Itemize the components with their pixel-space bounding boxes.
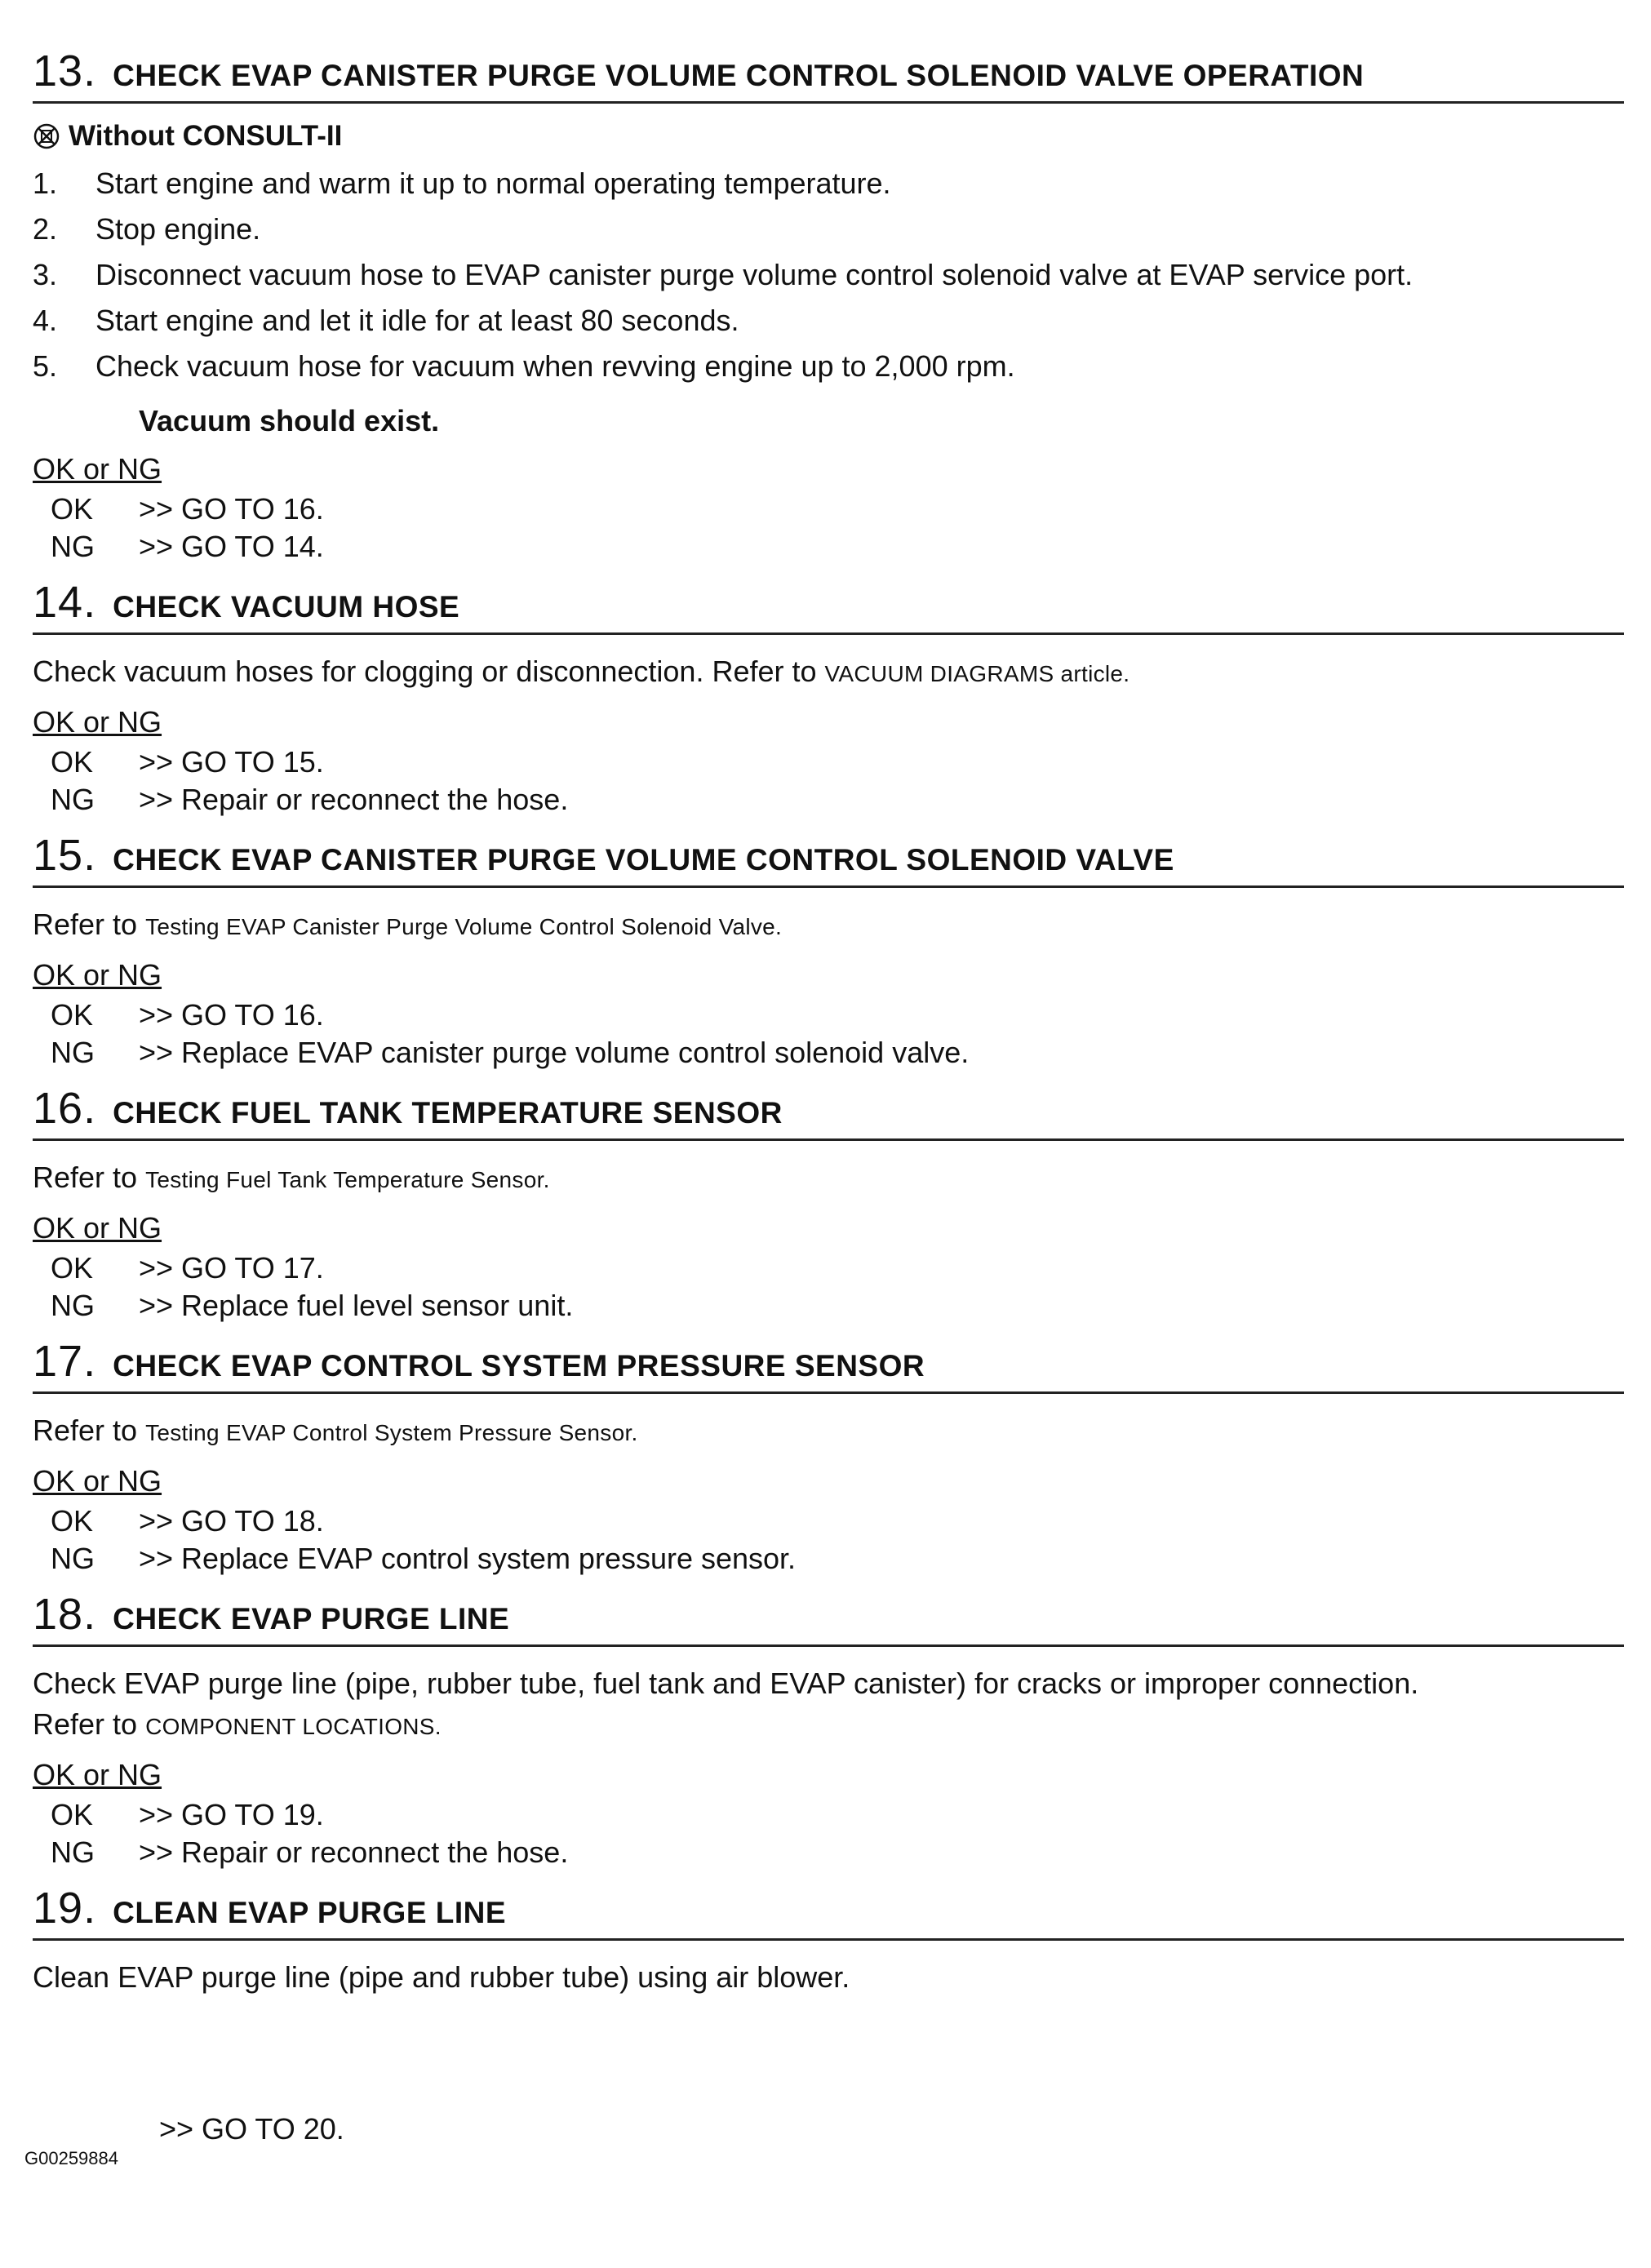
step-16-ng-result: NG >> Replace fuel level sensor unit. (51, 1289, 574, 1322)
step-17-okng-label: OK or NG (33, 1464, 162, 1498)
step-16-ok-result: OK >> GO TO 17. (51, 1251, 324, 1285)
step-15-ng-result: NG >> Replace EVAP canister purge volume control solenoid valve. (51, 1036, 970, 1069)
step-17-heading (33, 1337, 1624, 1386)
step-14-ok-result: OK >> GO TO 15. (51, 745, 324, 779)
step-19-number: 19 . (33, 1886, 96, 1930)
step-15-divider (33, 885, 1624, 888)
step-14-ng-result: NG >> Repair or reconnect the hose. (51, 783, 569, 816)
step-17-ok-result: OK >> GO TO 18. (51, 1504, 324, 1538)
step-18-title: CHECK EVAP PURGE LINE (113, 1602, 510, 1636)
step-16-title: CHECK FUEL TANK TEMPERATURE SENSOR (113, 1096, 783, 1130)
step-18-divider (33, 1644, 1624, 1647)
step-14-text: Check vacuum hoses for clogging or disconnection. Refer to VACUUM DIAGRAMS article. (33, 655, 1130, 688)
without-consult-heading (33, 120, 1624, 153)
step-13-ok-result: OK >> GO TO 16. (51, 492, 324, 526)
step-18-reference: COMPONENT LOCATIONS. (145, 1714, 442, 1739)
step-13-number: 13 . (33, 49, 96, 93)
step-15-okng-label: OK or NG (33, 958, 162, 992)
step-17-ng-result: NG >> Replace EVAP control system pressure sensor. (51, 1542, 797, 1575)
step-13-instructions (33, 161, 1624, 389)
step-13-title: CHECK EVAP CANISTER PURGE VOLUME CONTROL SOLENOID VALVE OPERATION (113, 59, 1365, 92)
step-19-goto: >> GO TO 20. (159, 2112, 344, 2146)
step-16-okng-label: OK or NG (33, 1211, 162, 1245)
list-item: 3. Disconnect vacuum hose to EVAP canister purge volume control solenoid valve at EVAP service port. (33, 258, 1414, 291)
step-14-number: 14 . (33, 580, 96, 624)
step-16-reference: Testing Fuel Tank Temperature Sensor. (145, 1167, 550, 1192)
step-17-divider (33, 1391, 1624, 1394)
step-18-heading (33, 1590, 1624, 1639)
step-17-text: Refer to Testing EVAP Control System Pressure Sensor. (33, 1414, 638, 1447)
step-17-number: 17 . (33, 1339, 96, 1383)
step-15-ok-result: OK >> GO TO 16. (51, 998, 324, 1032)
no-consult-icon (33, 122, 60, 150)
step-19-title: CLEAN EVAP PURGE LINE (113, 1896, 507, 1929)
step-13 (33, 49, 1624, 566)
step-13-okng-label: OK or NG (33, 452, 162, 486)
document-id: G00259884 (24, 2148, 118, 2168)
step-18-text: Check EVAP purge line (pipe, rubber tube, fuel tank and EVAP canister) for cracks or improper connection. (33, 1667, 1419, 1700)
step-19-text: Clean EVAP purge line (pipe and rubber tube) using air blower. (33, 1960, 850, 1994)
step-15-text: Refer to Testing EVAP Canister Purge Volume Control Solenoid Valve. (33, 908, 783, 941)
step-18-ng-result: NG >> Repair or reconnect the hose. (51, 1835, 569, 1869)
step-15-reference: Testing EVAP Canister Purge Volume Control Solenoid Valve. (145, 914, 783, 939)
step-16-heading (33, 1084, 1624, 1133)
step-14 (33, 580, 1624, 819)
step-13-ng-result: NG >> GO TO 14. (51, 530, 324, 563)
step-14-heading (33, 578, 1624, 627)
step-14-title: CHECK VACUUM HOSE (113, 590, 460, 624)
step-13-heading (33, 49, 1624, 93)
step-14-reference: VACUUM DIAGRAMS article. (824, 661, 1130, 686)
procedure-page (33, 49, 1624, 1998)
list-item: 1. Start engine and warm it up to normal operating temperature. (33, 166, 891, 200)
step-14-divider (33, 632, 1624, 635)
without-consult-label: Without CONSULT-II (69, 120, 343, 152)
step-17-title: CHECK EVAP CONTROL SYSTEM PRESSURE SENSOR (113, 1349, 925, 1383)
list-item: 5. Check vacuum hose for vacuum when revving engine up to 2,000 rpm. (33, 349, 1015, 383)
step-18-number: 18 . (33, 1592, 96, 1636)
step-17 (33, 1339, 1624, 1578)
step-18-ok-result: OK >> GO TO 19. (51, 1798, 324, 1831)
step-19-heading (33, 1884, 1624, 1933)
step-19 (33, 1886, 1624, 1998)
step-15-heading (33, 831, 1624, 880)
step-13-divider (33, 101, 1624, 104)
step-16-divider (33, 1138, 1624, 1141)
step-18-okng-label: OK or NG (33, 1758, 162, 1791)
step-16-text: Refer to Testing Fuel Tank Temperature Sensor. (33, 1161, 550, 1194)
step-15-title: CHECK EVAP CANISTER PURGE VOLUME CONTROL SOLENOID VALVE (113, 843, 1174, 877)
step-16-number: 16 . (33, 1086, 96, 1130)
step-14-okng-label: OK or NG (33, 705, 162, 739)
step-15 (33, 833, 1624, 1072)
step-16 (33, 1086, 1624, 1325)
step-18-refer: Refer to COMPONENT LOCATIONS. (33, 1707, 442, 1741)
list-item: 2. Stop engine. (33, 212, 261, 246)
step-19-divider (33, 1938, 1624, 1941)
step-13-spec: Vacuum should exist. (139, 404, 440, 437)
list-item: 4. Start engine and let it idle for at least 80 seconds. (33, 304, 739, 337)
step-15-number: 15 . (33, 833, 96, 877)
step-17-reference: Testing EVAP Control System Pressure Sensor. (145, 1420, 638, 1445)
step-18 (33, 1592, 1624, 1871)
